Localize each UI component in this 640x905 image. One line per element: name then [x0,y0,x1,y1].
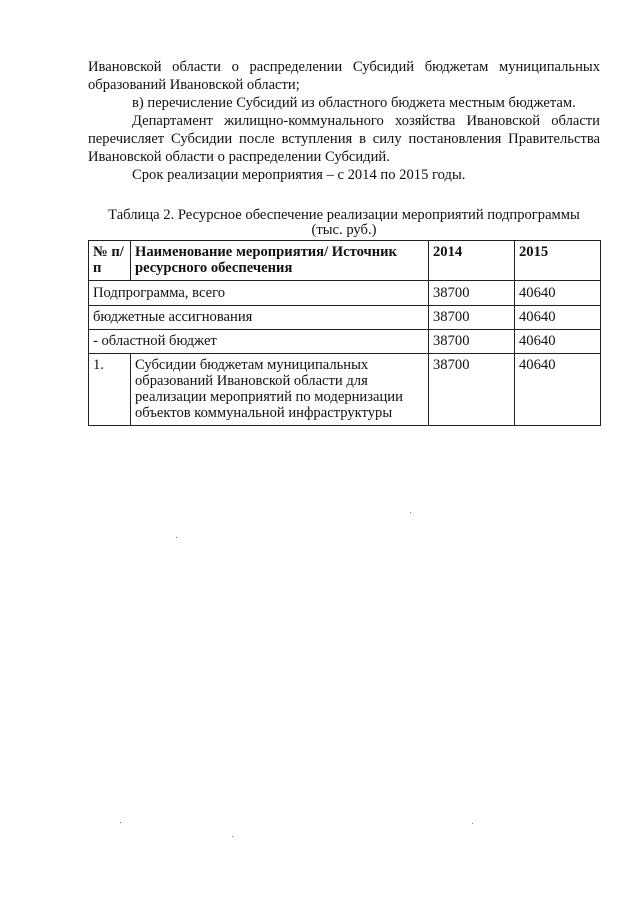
resource-table [88,240,601,426]
item-value-2014: 38700 [429,354,515,426]
row-label: - областной бюджет [89,330,429,354]
table-caption-title: Таблица 2. Ресурсное обеспечение реализации мероприятий подпрограммы [108,207,580,223]
item-name: Субсидии бюджетам муниципальных образований Ивановской области для реализации мероприятий по модернизации объектов коммунальной инфраструктуры [131,354,429,426]
row-value-2014: 38700 [429,306,515,330]
row-value-2015: 40640 [515,306,601,330]
row-value-2015: 40640 [515,281,601,306]
table-header-row [89,241,601,281]
item-value-2015: 40640 [515,354,601,426]
row-value-2015: 40640 [515,330,601,354]
item-num: 1. [89,354,131,426]
row-label: бюджетные ассигнования [89,306,429,330]
table-row [89,306,601,330]
scan-speck [410,512,411,513]
scan-speck [176,537,177,538]
header-2014: 2014 [429,241,515,281]
table-caption-units: (тыс. руб.) [311,222,377,238]
table-row [89,330,601,354]
paragraph-term: Срок реализации мероприятия – с 2014 по 2015 годы. [132,167,466,183]
document-page [88,58,600,426]
scan-speck [472,823,473,824]
paragraph-department: Департамент жилищно-коммунального хозяйства Ивановской области перечисляет Субсидии после вступления в силу постановления Правительства Ивановской области о распределении Субсидий. [88,113,600,165]
row-label: Подпрограмма, всего [89,281,429,306]
scan-speck [232,836,233,837]
scan-speck [120,822,121,823]
table-caption [88,208,600,238]
table-row [89,281,601,306]
row-value-2014: 38700 [429,281,515,306]
table-row-item [89,354,601,426]
row-value-2014: 38700 [429,330,515,354]
header-2015: 2015 [515,241,601,281]
header-name: Наименование мероприятия/ Источник ресурсного обеспечения [131,241,429,281]
paragraph-continuation: Ивановской области о распределении Субсидий бюджетам муниципальных образований Ивановской области; [88,59,600,93]
header-num: № п/п [89,241,131,281]
paragraph-item-v: в) перечисление Субсидий из областного бюджета местным бюджетам. [132,95,576,111]
